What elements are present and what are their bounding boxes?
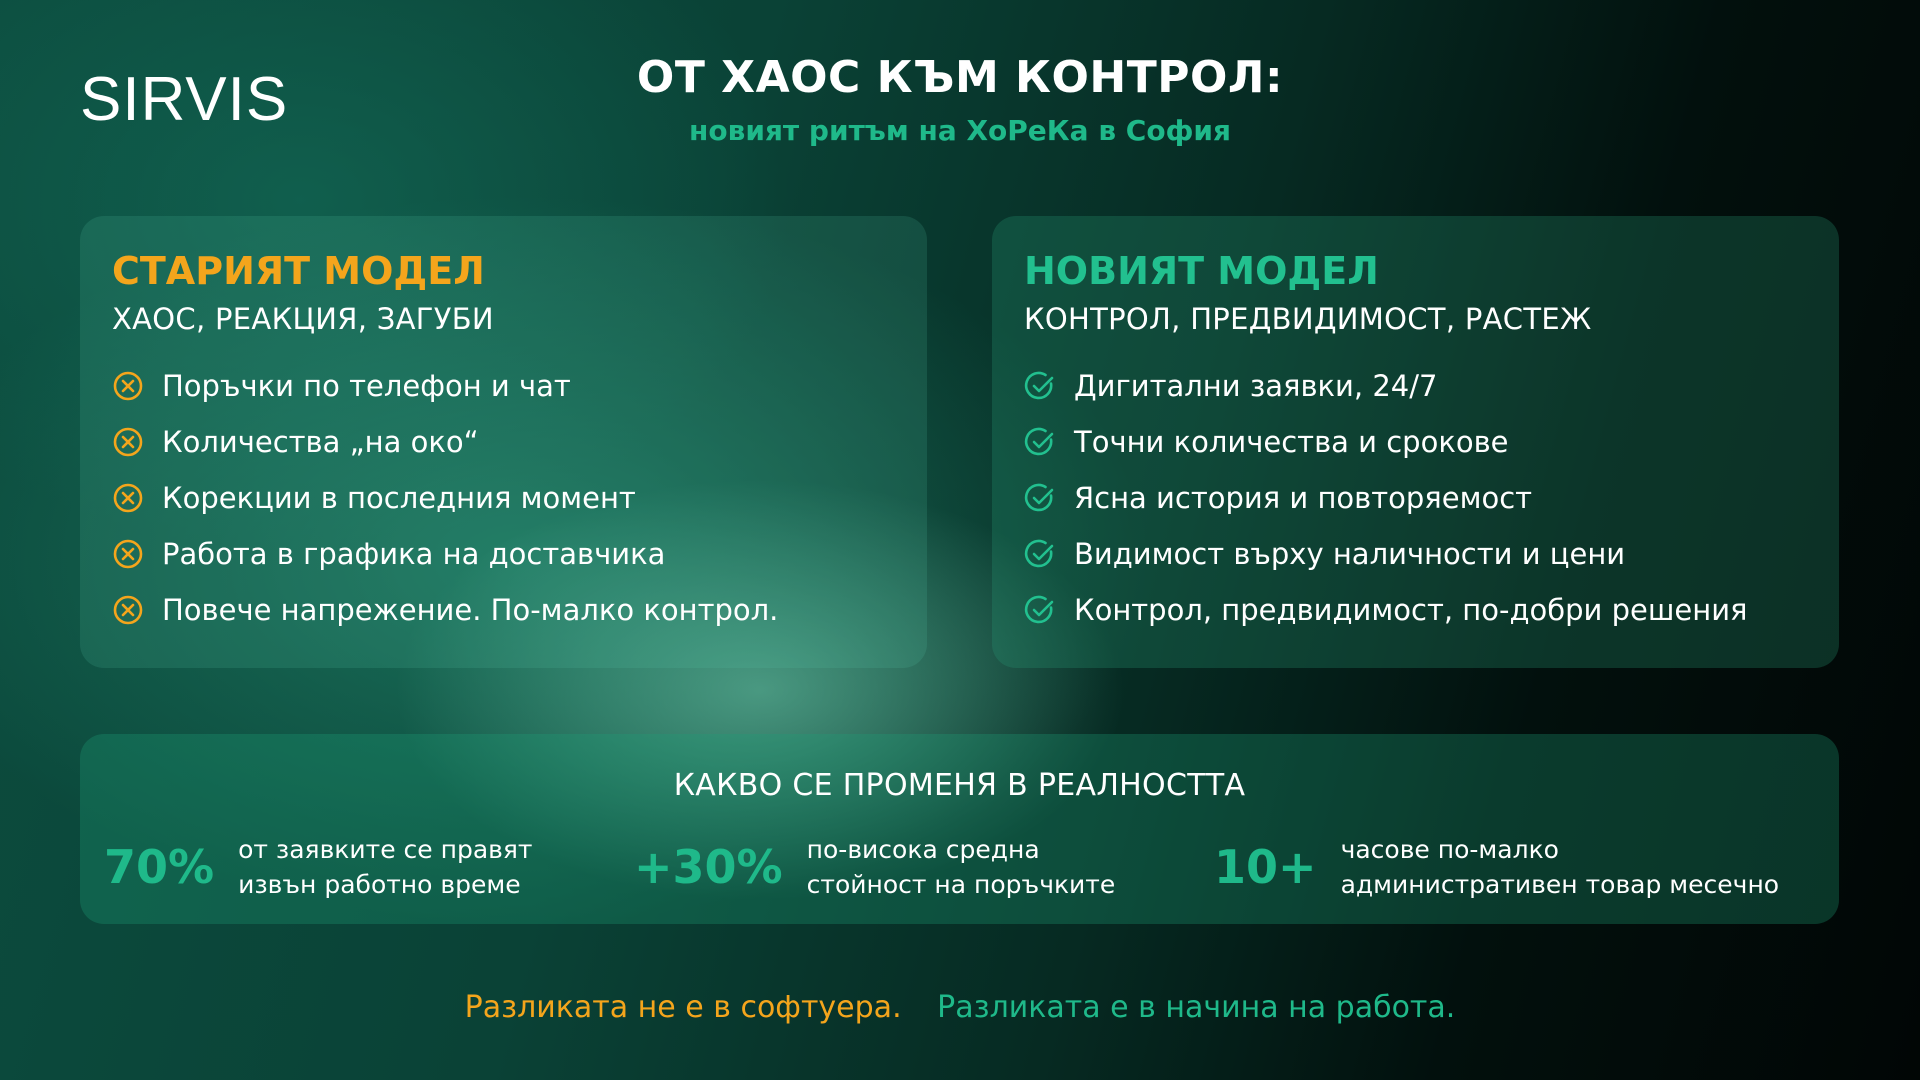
- list-item: [112, 582, 895, 638]
- sirvis-logo: SIRVIS: [80, 65, 289, 134]
- check-circle-icon: [1024, 594, 1056, 626]
- check-circle-icon: [1024, 426, 1056, 458]
- page-subtitle: новият ритъм на ХоРеКа в София: [689, 114, 1231, 147]
- stat-value: 70%: [104, 840, 215, 894]
- list-item: [1024, 358, 1807, 414]
- footer-part-2: Разликата е в начина на работа.: [937, 990, 1456, 1025]
- check-circle-icon: [1024, 482, 1056, 514]
- x-circle-icon: [112, 426, 144, 458]
- stat-line: по-висока средна: [806, 835, 1040, 864]
- list-item: [1024, 470, 1807, 526]
- x-circle-icon: [112, 538, 144, 570]
- new-model-subtitle: КОНТРОЛ, ПРЕДВИДИМОСТ, РАСТЕЖ: [1024, 301, 1592, 336]
- check-circle-icon: [1024, 538, 1056, 570]
- stat-line: часове по-малко: [1340, 835, 1559, 864]
- footer-tagline: [0, 990, 1920, 1025]
- check-circle-icon: [1024, 370, 1056, 402]
- new-model-list: [1024, 358, 1807, 638]
- list-item-label: Работа в графика на доставчика: [162, 536, 666, 571]
- stat-value: 10+: [1214, 840, 1317, 894]
- list-item: [112, 470, 895, 526]
- stats-title: КАКВО СЕ ПРОМЕНЯ В РЕАЛНОСТТА: [673, 768, 1246, 803]
- list-item-label: Поръчки по телефон и чат: [162, 368, 571, 403]
- stat-line: от заявките се правят: [238, 835, 533, 864]
- stat-item: [634, 832, 1115, 902]
- list-item-label: Контрол, предвидимост, по-добри решения: [1074, 592, 1748, 627]
- stat-value: +30%: [634, 840, 783, 894]
- stat-item: [104, 832, 532, 902]
- stat-description: [807, 832, 1116, 902]
- old-model-subtitle: ХАОС, РЕАКЦИЯ, ЗАГУБИ: [112, 301, 494, 336]
- list-item: [1024, 414, 1807, 470]
- old-model-card: [80, 216, 927, 668]
- list-item-label: Точни количества и срокове: [1074, 424, 1509, 459]
- new-model-title: НОВИЯТ МОДЕЛ: [1024, 249, 1379, 293]
- new-model-card: [992, 216, 1839, 668]
- list-item: [112, 526, 895, 582]
- stat-description: [238, 832, 532, 902]
- stat-line: стойност на поръчките: [806, 870, 1116, 899]
- x-circle-icon: [112, 370, 144, 402]
- list-item-label: Ясна история и повторяемост: [1074, 480, 1533, 515]
- list-item-label: Дигитални заявки, 24/7: [1074, 368, 1438, 403]
- list-item-label: Корекции в последния момент: [162, 480, 636, 515]
- stat-line: извън работно време: [238, 870, 521, 899]
- list-item-label: Повече напрежение. По-малко контрол.: [162, 592, 779, 627]
- stat-description: [1341, 832, 1780, 902]
- footer-part-1: Разликата не е в софтуера.: [464, 990, 902, 1025]
- list-item: [1024, 582, 1807, 638]
- old-model-title: СТАРИЯТ МОДЕЛ: [112, 249, 485, 293]
- list-item: [112, 358, 895, 414]
- old-model-list: [112, 358, 895, 638]
- list-item-label: Количества „на око“: [162, 424, 479, 459]
- stat-line: административен товар месечно: [1340, 870, 1780, 899]
- list-item-label: Видимост върху наличности и цени: [1074, 536, 1626, 571]
- stat-item: [1214, 832, 1779, 902]
- x-circle-icon: [112, 482, 144, 514]
- page-title: ОТ ХАОС КЪМ КОНТРОЛ:: [636, 52, 1284, 103]
- x-circle-icon: [112, 594, 144, 626]
- list-item: [112, 414, 895, 470]
- stats-panel: [80, 734, 1839, 924]
- list-item: [1024, 526, 1807, 582]
